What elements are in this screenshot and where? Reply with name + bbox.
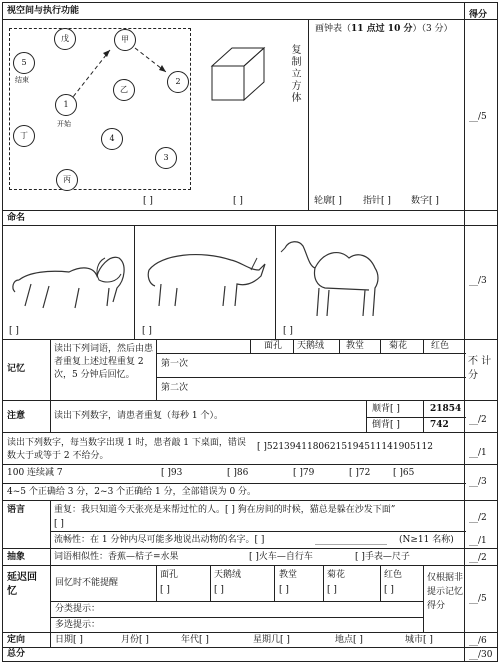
trail-node-5: 5: [13, 52, 35, 74]
section-title-total: 总分: [7, 649, 26, 659]
orientation-date-bracket: [ ]: [73, 635, 83, 645]
serial-score-cell: [464, 465, 497, 500]
trail-node-3: 3: [155, 147, 177, 169]
memory-word-divider-3: [339, 340, 340, 353]
serial-label: 100 连续减 7: [7, 468, 63, 478]
clock-hands: 指针[ ]: [363, 196, 391, 206]
tap-score: __/1: [469, 448, 487, 458]
cube-figure: [206, 42, 270, 106]
trail-node-bing: 丙: [56, 169, 78, 191]
score-header-cell: [464, 3, 497, 19]
orientation-date: [55, 636, 83, 646]
fluency-text: 流畅性：在 1 分钟内尽可能多地说出动物的名字。[ ]: [54, 535, 265, 545]
attention-digit-row: [3, 401, 497, 433]
camel-picture: [279, 230, 399, 326]
attention-span-score: __/2: [469, 415, 487, 425]
visuospatial-bracket-1: [ ]: [143, 196, 153, 206]
trail-node-4: 4: [101, 128, 123, 150]
memory-trial-1: 第一次: [161, 359, 189, 369]
total-score-cell: [464, 648, 497, 661]
abstraction-text: 词语相似性：香蕉—桔子=水果: [54, 552, 179, 562]
naming-bracket-camel: [ ]: [283, 326, 293, 336]
memory-word-red: 红色: [431, 341, 450, 351]
lion-picture: [9, 236, 129, 316]
section-title-abstraction: 抽象: [7, 552, 26, 562]
orientation-month-bracket: [ ]: [139, 635, 149, 645]
section-title-attention: 注意: [7, 411, 26, 421]
serial-item-86: [ ]86: [227, 468, 249, 478]
trail-node-yi: 乙: [113, 79, 135, 101]
trail-start-label: 开始: [57, 120, 71, 128]
orientation-place-label: 地点: [335, 635, 354, 645]
total-row: [3, 648, 497, 661]
serial-item-79: [ ]79: [293, 468, 315, 478]
clock-instruction-head: 画钟表（: [315, 24, 352, 34]
orientation-score: __/6: [469, 636, 487, 646]
attention-instruction: 读出下列数字，请患者重复（每秒 1 个）。: [54, 411, 223, 421]
orientation-section: [3, 633, 497, 648]
backward-span-label: 倒背[ ]: [372, 420, 400, 430]
naming-title-row: [3, 211, 497, 226]
orientation-year-bracket: [ ]: [199, 635, 209, 645]
orientation-divider: [50, 633, 51, 648]
memory-score: 不 计 分: [468, 356, 492, 381]
orientation-year-label: 年代: [181, 635, 200, 645]
clock-instruction-tail: ）（3 分）: [412, 24, 453, 34]
delayed-recall-section: [3, 566, 497, 633]
attention-serial-row: [3, 465, 497, 501]
attention-span-line: [366, 417, 466, 418]
orientation-weekday-label: 星期几: [253, 635, 281, 645]
fluency-score: __/1: [469, 536, 487, 546]
tap-score-cell: [464, 433, 497, 464]
delayed-line-1: [50, 601, 423, 602]
delayed-note: 仅根据非提示记忆得分: [427, 573, 464, 611]
delayed-word-divider-4: [380, 566, 381, 601]
visuospatial-section: [3, 20, 497, 211]
clock-instruction: [315, 25, 453, 35]
serial-item-72: [ ]72: [349, 468, 371, 478]
clock-instruction-time: 11 点过 10 分: [351, 24, 413, 34]
trail-node-ding: 丁: [13, 125, 35, 147]
delayed-bracket-church: [ ]: [279, 585, 289, 595]
delayed-score: __/5: [469, 594, 487, 604]
abstraction-score-cell: [464, 549, 497, 565]
total-score: __/30: [469, 650, 493, 660]
naming-section: [3, 226, 497, 340]
section-title-language: 语言: [7, 505, 26, 515]
delayed-line-2: [50, 617, 423, 618]
naming-score: __/3: [469, 276, 487, 286]
forward-span-label: 顺背[ ]: [372, 404, 400, 414]
orientation-month-label: 月份: [121, 635, 140, 645]
memory-score-cell: [464, 340, 497, 400]
delayed-bracket-daisy: [ ]: [327, 585, 337, 595]
repeat-score: __/2: [469, 513, 487, 523]
abstraction-divider: [50, 549, 51, 566]
delayed-word-divider-3: [323, 566, 324, 601]
memory-divider-label: [50, 340, 51, 401]
rhino-picture: [141, 236, 271, 316]
delayed-word-divider-2: [274, 566, 275, 601]
delayed-word-daisy: 菊花: [327, 570, 346, 580]
repeat-text: 重复：我只知道今天张亮是来帮过忙的人。[ ] 狗在房间的时候，猫总是躲在沙发下面”: [54, 505, 396, 515]
multi-choice-cue: 多选提示：: [55, 620, 101, 630]
abstraction-item-watch: [ ]手表—尺子: [355, 552, 410, 562]
orientation-month: [121, 636, 149, 646]
clock-divider: [308, 20, 309, 210]
naming-title-score-cell: [464, 211, 497, 225]
fluency-note: (N≥11 名称): [399, 535, 454, 545]
naming-score-cell: [464, 226, 497, 339]
memory-section: [3, 340, 497, 401]
backward-span-value: 742: [430, 420, 449, 430]
tap-instruction: 读出下列数字，每当数字出现 1 时，患者敲 1 下桌面，错误数大于或等于 2 不给分。: [7, 438, 246, 461]
orientation-weekday-bracket: [ ]: [280, 635, 290, 645]
memory-trial-2: 第二次: [161, 383, 189, 393]
abstraction-score: __/2: [469, 553, 487, 563]
forward-span-value: 21854: [430, 404, 462, 414]
memory-word-divider-2: [293, 340, 294, 353]
trail-node-1: 1: [55, 94, 77, 116]
abstraction-item-train: [ ]火车—自行车: [249, 552, 313, 562]
serial-item-65: [ ]65: [393, 468, 415, 478]
visuospatial-score-cell: [464, 20, 497, 210]
memory-word-face: 面孔: [264, 341, 283, 351]
visuospatial-bracket-2: [ ]: [233, 196, 243, 206]
memory-word-velvet: 天鹅绒: [297, 341, 325, 351]
section-title-orientation: 定向: [7, 635, 26, 645]
serial-score: __/3: [469, 477, 487, 487]
memory-word-daisy: 菊花: [389, 341, 408, 351]
orientation-year: [181, 636, 209, 646]
assessment-form: [2, 2, 498, 662]
delayed-word-face: 面孔: [160, 570, 179, 580]
score-header: 得分: [469, 10, 488, 20]
naming-bracket-lion: [ ]: [9, 326, 19, 336]
naming-bracket-rhino: [ ]: [142, 326, 152, 336]
delayed-word-velvet: 天鹅绒: [214, 570, 242, 580]
orientation-place: [335, 636, 363, 646]
naming-divider-1: [134, 226, 135, 340]
naming-divider-2: [275, 226, 276, 340]
clock-contour: 轮廓[ ]: [314, 196, 342, 206]
section-title-naming: 命名: [7, 213, 26, 223]
orientation-city-bracket: [ ]: [423, 635, 433, 645]
trail-node-wu: 戊: [54, 28, 76, 50]
delayed-bracket-face: [ ]: [160, 585, 170, 595]
delayed-word-church: 教堂: [279, 570, 298, 580]
tap-sequence: [ ]52139411806215194511141905112: [257, 442, 433, 452]
delayed-score-cell: [464, 566, 497, 632]
serial-rule: 4~5 个正确给 3 分，2~3 个正确给 1 分，全部错误为 0 分。: [7, 487, 257, 497]
clock-numbers: 数字[ ]: [411, 196, 439, 206]
memory-word-church: 教堂: [346, 341, 365, 351]
header-row: [3, 3, 497, 20]
delayed-divider: [50, 566, 51, 633]
fluency-line: ________________: [315, 535, 387, 545]
memory-trial-line: [156, 377, 466, 378]
visuospatial-score: __/5: [469, 112, 487, 122]
section-title-visuospatial: 视空间与执行功能: [7, 6, 80, 16]
memory-word-divider-4: [380, 340, 381, 353]
memory-divider-trials: [156, 340, 157, 401]
attention-score-cell: [464, 401, 497, 432]
abstraction-section: [3, 549, 497, 566]
orientation-place-bracket: [ ]: [353, 635, 363, 645]
section-title-delayed: 延迟回忆: [7, 572, 37, 597]
memory-word-divider-5: [423, 340, 424, 353]
memory-instruction: 读出下列词语，然后由患者重复上述过程重复 2 次，5 分钟后回忆。: [54, 344, 154, 380]
delayed-bracket-red: [ ]: [384, 585, 394, 595]
delayed-note-divider: [423, 566, 424, 633]
attention-divider: [50, 401, 51, 433]
delayed-word-red: 红色: [384, 570, 403, 580]
delayed-no-cue: 回忆时不能提醒: [55, 578, 119, 588]
orientation-weekday: [253, 636, 290, 646]
trail-node-jia: 甲: [114, 29, 136, 51]
trail-end-label: 结束: [15, 76, 29, 84]
language-score-cell: [464, 501, 497, 548]
repeat-bracket: [ ]: [54, 519, 64, 529]
serial-line: [3, 483, 466, 484]
serial-item-93: [ ]93: [161, 468, 183, 478]
orientation-date-label: 日期: [55, 635, 74, 645]
cube-label: 复制立方体: [289, 44, 300, 104]
delayed-word-divider-0: [156, 566, 157, 601]
attention-tap-row: [3, 433, 497, 465]
memory-word-divider-1: [250, 340, 251, 353]
language-divider: [50, 501, 51, 549]
trail-arrows: [3, 20, 203, 200]
orientation-city-label: 城市: [405, 635, 424, 645]
orientation-city: [405, 636, 433, 646]
language-section: [3, 501, 497, 549]
orientation-score-cell: [464, 633, 497, 647]
section-title-memory: 记忆: [7, 364, 26, 374]
language-line: [50, 531, 466, 532]
trail-node-2: 2: [167, 71, 189, 93]
delayed-word-divider-1: [210, 566, 211, 601]
delayed-bracket-velvet: [ ]: [214, 585, 224, 595]
category-cue: 分类提示：: [55, 604, 101, 614]
memory-word-line: [156, 353, 466, 354]
